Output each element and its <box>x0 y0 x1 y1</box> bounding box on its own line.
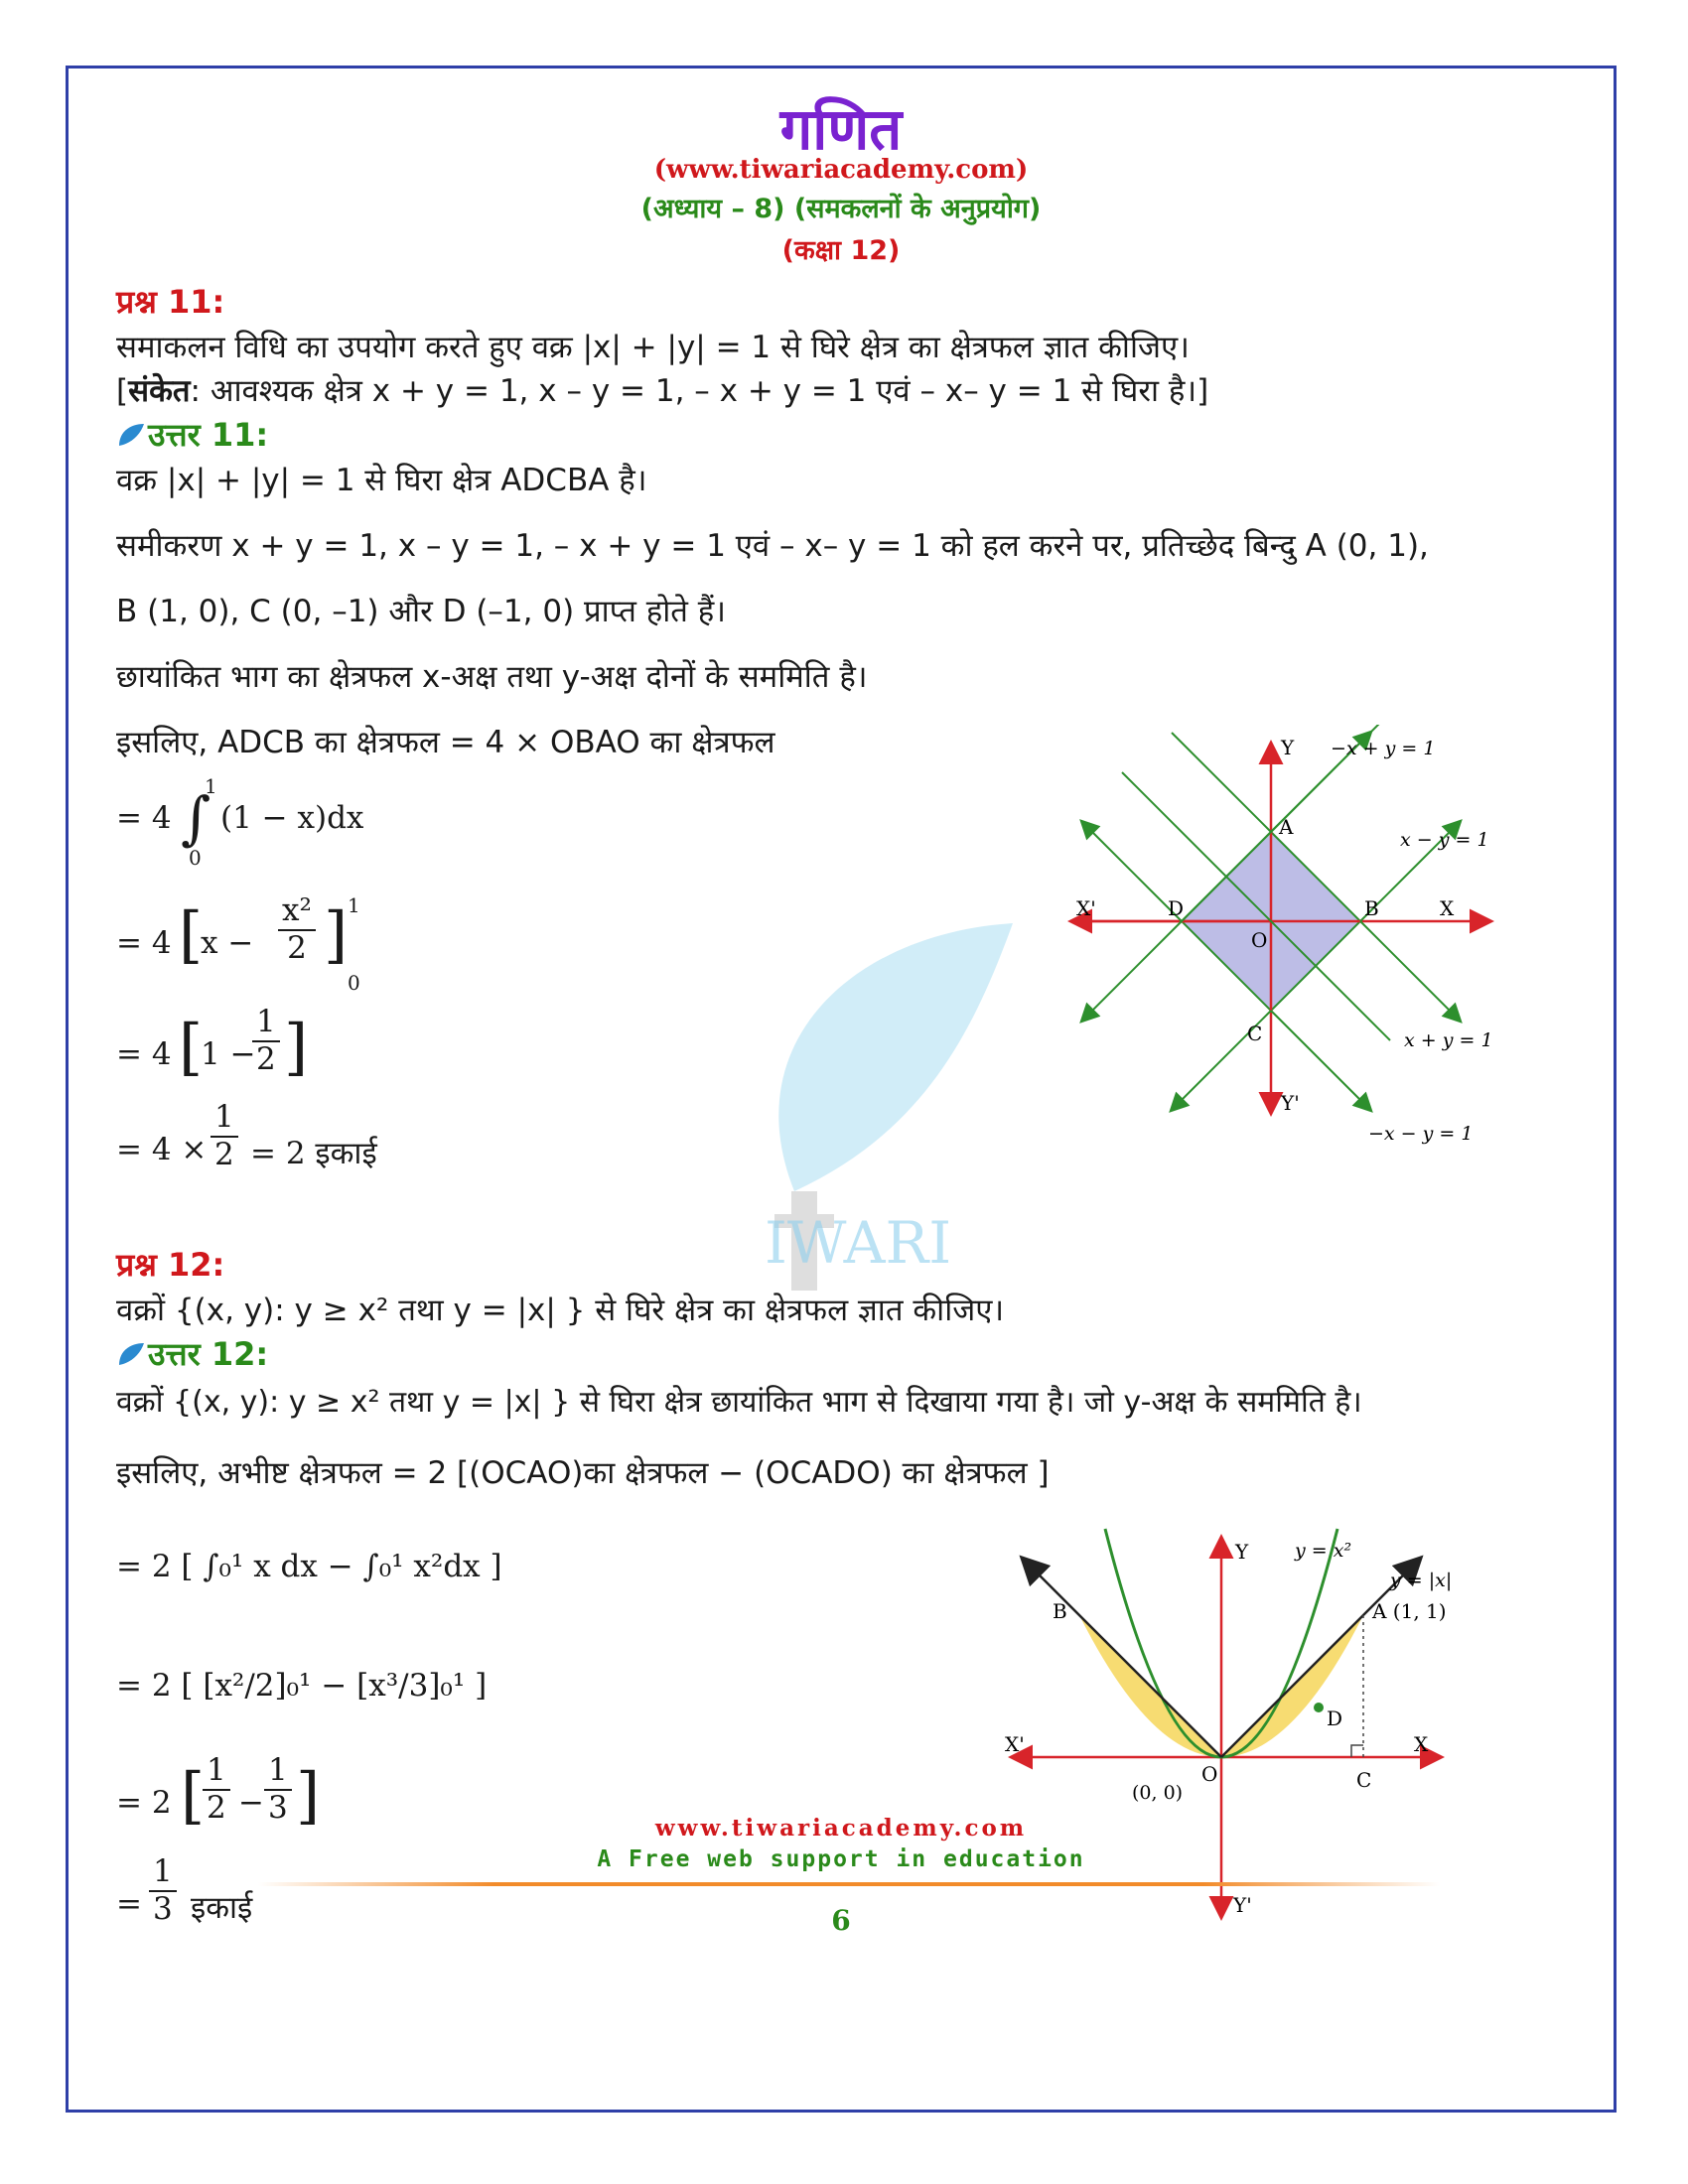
a12-step2: = 2 [ [x²/2]₀¹ − [x³/3]₀¹ ] <box>116 1668 488 1704</box>
fig11-x: X <box>1440 896 1455 920</box>
step2-frac <box>278 893 316 966</box>
fig11-d: D <box>1168 896 1185 920</box>
question-11-hint <box>116 369 1208 411</box>
step2-den: 2 <box>287 929 307 966</box>
bracket-open: [ <box>179 898 204 971</box>
answer-11-label: उत्तर 11: <box>148 416 269 454</box>
a12-step4-num: 1 <box>149 1854 177 1892</box>
step4-num: 1 <box>211 1100 238 1138</box>
fig11-xneg: X' <box>1076 896 1096 920</box>
step3-bracket-open: [ <box>179 1011 204 1083</box>
answer-11-heading <box>116 413 268 456</box>
a11-step1-eq: = 4 <box>116 800 172 836</box>
hint-text: : आवश्यक क्षेत्र x + y = 1, x – y = 1, – x + y = 1 एवं – x– y = 1 से घिरा है।] <box>190 373 1209 409</box>
step4-den: 2 <box>214 1136 234 1172</box>
fig12-o: O <box>1201 1762 1218 1786</box>
a12-step4-den: 3 <box>153 1890 173 1927</box>
integral-lower: 0 <box>189 846 202 870</box>
step2-x: x − <box>201 925 254 961</box>
bracket-close: ] <box>324 898 349 971</box>
fig11-o: O <box>1251 928 1268 952</box>
step4-result: = 2 इकाई <box>250 1136 377 1171</box>
fig11-a: A <box>1279 815 1294 839</box>
answer-11-line2: समीकरण x + y = 1, x – y = 1, – x + y = 1 एवं – x– y = 1 को हल करने पर, प्रतिच्छेद बिन्दु A (0, 1), <box>116 528 1429 564</box>
fig12-b: B <box>1053 1599 1067 1623</box>
question-11-label: प्रश्न 11: <box>116 283 225 321</box>
header-class: (कक्षा 12) <box>781 235 901 266</box>
fig12-absx: y = |x| <box>1390 1570 1453 1591</box>
answer-11-line4: छायांकित भाग का क्षेत्रफल x-अक्ष तथा y-अक्ष दोनों के सममिति है। <box>116 659 868 695</box>
line-l2-upper <box>1172 733 1271 832</box>
integral-sign: ∫ <box>181 784 211 852</box>
a12-d1: 2 <box>207 1789 226 1826</box>
a12-n2: 1 <box>264 1753 292 1791</box>
answer-12-label: उत्तर 12: <box>148 1335 269 1373</box>
fig12-c: C <box>1356 1768 1372 1792</box>
fig12-parabola: y = x² <box>1295 1540 1352 1562</box>
step2-num: x² <box>278 893 316 931</box>
figure-11-diagram <box>1062 725 1519 1161</box>
step3-bracket-close: ] <box>284 1011 309 1083</box>
step3-num: 1 <box>252 1005 280 1042</box>
a12-n1: 1 <box>203 1753 230 1791</box>
footer-divider <box>258 1882 1440 1886</box>
a12-step1: = 2 [ ∫₀¹ x dx − ∫₀¹ x²dx ] <box>116 1549 502 1584</box>
fig11-l3: x + y = 1 <box>1404 1029 1493 1051</box>
hint-bracket: [ <box>116 373 129 409</box>
fig12-xneg: X' <box>1005 1732 1025 1756</box>
fig11-l2: x − y = 1 <box>1400 829 1489 851</box>
step3-frac <box>252 1005 280 1077</box>
a11-step3-eq: = 4 <box>116 1036 172 1072</box>
fig11-l4: −x − y = 1 <box>1368 1123 1474 1145</box>
step3-one: 1 − <box>201 1036 256 1072</box>
fig12-y: Y <box>1235 1540 1249 1564</box>
a12-step3-open: [ <box>181 1759 206 1832</box>
leaf-icon <box>116 422 146 448</box>
question-12-text: वक्रों {(x, y): y ≥ x² तथा y = |x| } से घिरे क्षेत्र का क्षेत्रफल ज्ञात कीजिए। <box>116 1293 1005 1328</box>
a12-step4-eq: = <box>116 1886 142 1922</box>
line-l1-upper <box>1082 822 1185 921</box>
fig11-c: C <box>1247 1022 1263 1045</box>
line-l3 <box>1360 921 1460 1021</box>
watermark-text: IWARI <box>765 1209 952 1277</box>
a12-step3-close: ] <box>296 1759 321 1832</box>
step2-upper: 1 <box>348 893 360 917</box>
question-11-text: समाकलन विधि का उपयोग करते हुए वक्र |x| + |y| = 1 से घिरे क्षेत्र का क्षेत्रफल ज्ञात कीजिए। <box>116 330 1190 365</box>
integrand: (1 − x)dx <box>220 800 364 836</box>
question-12-label: प्रश्न 12: <box>116 1246 225 1284</box>
fig11-yneg: Y' <box>1281 1091 1300 1115</box>
answer-11-line5: इसलिए, ADCB का क्षेत्रफल = 4 × OBAO का क्षेत्रफल <box>116 725 775 760</box>
footer-tagline: A Free web support in education <box>597 1846 1085 1872</box>
fig11-l1: −x + y = 1 <box>1331 738 1436 759</box>
leaf-icon <box>116 1341 146 1367</box>
page-number: 6 <box>831 1904 851 1937</box>
step2-lower: 0 <box>348 971 360 995</box>
answer-12-line1: वक्रों {(x, y): y ≥ x² तथा y = |x| } से घिरा क्षेत्र छायांकित भाग से दिखाया गया है। जो y-अक्ष के सममिति है। <box>116 1385 1362 1420</box>
fig12-d: D <box>1327 1706 1343 1730</box>
footer-site: www.tiwariacademy.com <box>654 1815 1028 1842</box>
line-l4-lower <box>1082 921 1182 1021</box>
page-title: गणित <box>779 95 903 163</box>
fig11-b: B <box>1364 896 1379 920</box>
hint-bold: संकेत <box>128 373 191 409</box>
fig12-a: A (1, 1) <box>1372 1599 1447 1623</box>
step4-frac <box>211 1100 238 1172</box>
step3-den: 2 <box>256 1040 276 1077</box>
answer-12-heading <box>116 1332 268 1375</box>
a11-step4-eq: = 4 × <box>116 1132 208 1167</box>
a12-d2: 3 <box>268 1789 288 1826</box>
a12-step4-result: इकाई <box>191 1890 253 1926</box>
a11-step2-eq: = 4 <box>116 925 172 961</box>
answer-12-line2: इसलिए, अभीष्ट क्षेत्रफल = 2 [(OCAO)का क्षेत्रफल − (OCADO) का क्षेत्रफल ] <box>116 1455 1050 1491</box>
integral-upper: 1 <box>205 774 217 798</box>
fig11-y: Y <box>1281 736 1295 759</box>
fig12-x: X <box>1414 1732 1429 1756</box>
fig12-origin: (0, 0) <box>1132 1782 1184 1804</box>
a12-step3-minus: − <box>238 1785 264 1821</box>
header-site: (www.tiwariacademy.com) <box>653 155 1029 185</box>
a12-step3-eq: = 2 <box>116 1785 172 1821</box>
answer-11-line3: B (1, 0), C (0, –1) और D (–1, 0) प्राप्त होते हैं। <box>116 594 726 629</box>
point-d <box>1314 1703 1324 1712</box>
fig12-yneg: Y' <box>1233 1893 1252 1917</box>
answer-11-line1: वक्र |x| + |y| = 1 से घिरा क्षेत्र ADCBA है। <box>116 463 647 498</box>
right-angle-mark <box>1351 1745 1363 1757</box>
header-chapter: (अध्याय – 8) (समकलनों के अनुप्रयोग) <box>640 194 1042 224</box>
